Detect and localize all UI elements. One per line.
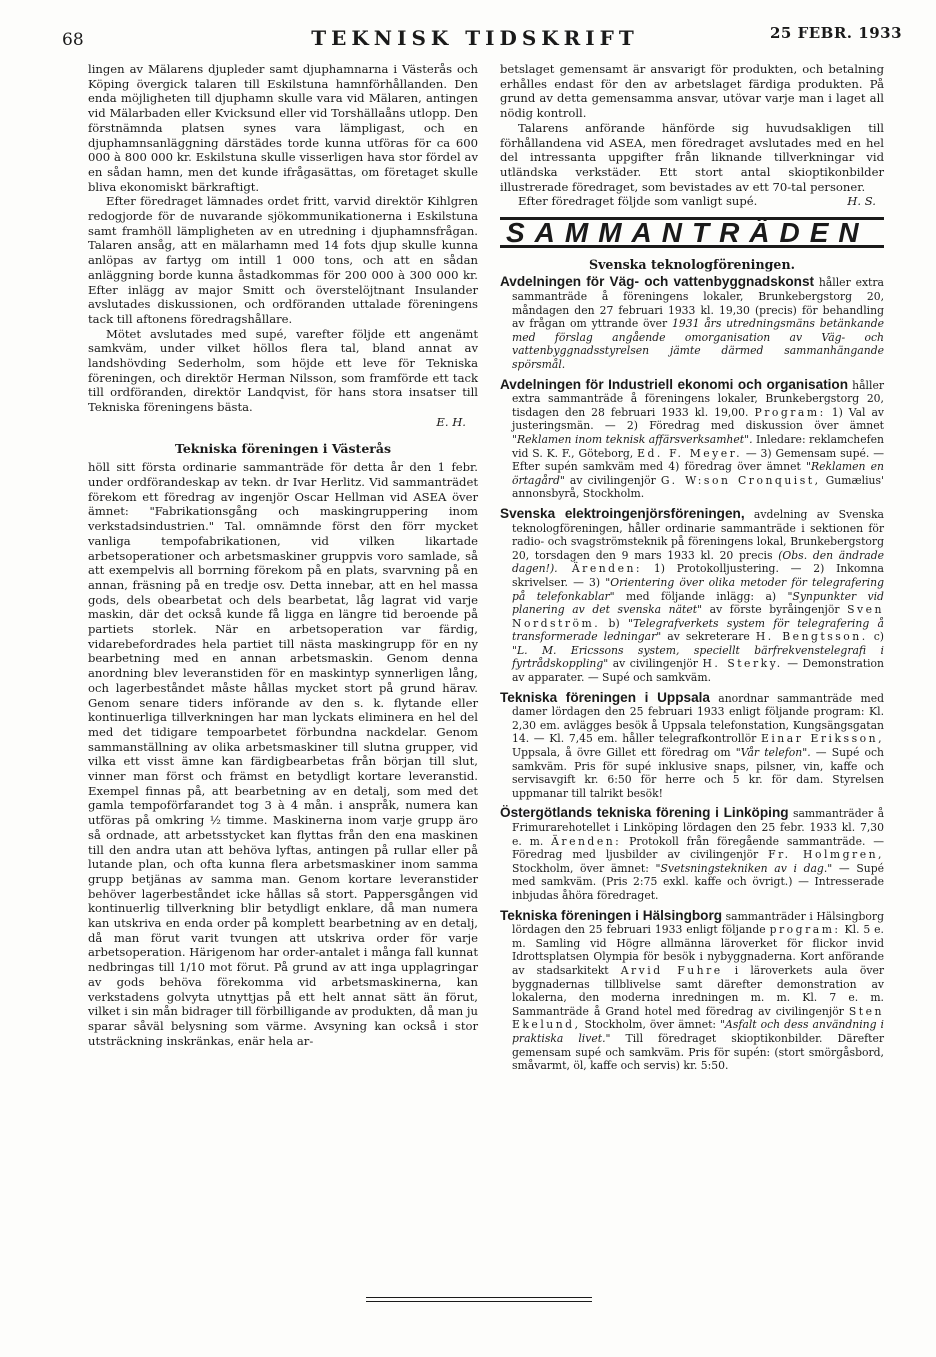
paragraph: Talarens anförande hänförde sig huvudsakligen till förhållandena vid ASEA, men föredraget avslutades med en hel del intressanta uppgifter från liknande tillverkningar vid utländska verkstäder. Ett stort antal skioptikonbilder illustrerade föredraget, som bevistades av ett 70-tal personer. — [500, 120, 884, 194]
running-header — [60, 24, 902, 50]
signature: H. S. — [847, 194, 876, 209]
entry-text: Protokoll från föregående sammanträde. — Föredrag med ljusbilder av civilingenjör — [512, 834, 884, 862]
paragraph: Mötet avslutades med supé, varefter följde ett angenämt samkväm, under vilket höllos flera tal, bland annat av landshövding Sederholm, som höjde ett leve för Tekniska föreningen, och direktör Herman Nilsson, som framförde ett tack till ordföranden, direktör Landqvist, för hans stora insatser till Tekniska föreningens bästa. — [88, 326, 478, 415]
entry-italic: 1931 års utredningsmäns betänkande med förslag angående omorganisation av Väg- och vattenbyggnadsstyrelsen jämte därmed sammanhängande spörsmål. — [512, 317, 884, 371]
issue-date: 25 FEBR. 1933 — [769, 24, 902, 42]
meeting-entry — [500, 507, 884, 685]
entry-spaced: Ärenden: — [551, 834, 622, 848]
entry-text: håller extra sammanträde å föreningens lokaler, Brunkebergstorg 20, tisdagen den 28 februari 1933 kl. 19,00. — [512, 378, 885, 419]
meeting-entry — [500, 275, 884, 371]
entry-spaced: Arvid Fuhre — [620, 963, 723, 977]
entry-text: sammanträder å Frimurarehotellet i Linköping lördagen den 25 febr. 1933 kl. 7,30 e. m. — [512, 807, 885, 848]
entry-heading: Tekniska föreningen i Hälsingborg — [500, 907, 723, 923]
journal-title: TEKNISK TIDSKRIFT — [311, 26, 639, 50]
entry-text: Till föredraget skioptikonbilder. Därefter gemensam supé och samkväm. Pris för supén: (stort smörgåsbord, småvarmt, öl, kaffe och servis) kr. 5:50. — [512, 1031, 885, 1073]
entry-spaced: Sten Ekelund, — [512, 1004, 884, 1032]
paragraph: Efter föredraget lämnades ordet fritt, varvid direktör Kihlgren redogjorde för de nuvarande sjökommunikationerna i Eskilstuna samt framhöll lämpligheten av en utredning i djuphamnsfrågan. Talaren ansåg, att en mälarhamn med 14 fots djup skulle kunna anlöpas av fartyg om intill 1 000 tons, och att en sådan anläggning borde kunna åstadkommas för 200 000 à 300 000 kr. Efter inlägg av major Smitt och överstelöjtnant Insulander avslutades diskussionen, och ordföranden uttalade föreningens tack till aftonens föredragshållare. — [88, 194, 478, 326]
closing-line: Efter föredraget följde som vanligt supé. — [518, 194, 758, 209]
entry-text: av förste byråingenjör — [702, 603, 848, 617]
entry-heading: Avdelningen för Väg- och vattenbyggnadskonst — [500, 274, 815, 290]
entry-italic: "Telegrafverkets system för telegrafering å transformerade ledningar" — [512, 616, 884, 644]
entry-spaced: Sven Nordström. — [512, 603, 884, 630]
paragraph — [500, 194, 884, 209]
entry-text: Stockholm, över ämnet: — [580, 1018, 721, 1032]
entry-heading: Svenska elektroingenjörsföreningen, — [500, 505, 745, 521]
entry-text: håller extra sammanträde å föreningens lokaler, Brunkebergstorg 20, måndagen den 27 februari 1933 kl. 19,30 (precis) för behandling av frågan om yttrande över — [512, 276, 884, 331]
page-number: 68 — [62, 30, 84, 50]
signature: E. H. — [436, 414, 466, 429]
meeting-entry — [500, 909, 884, 1073]
entry-text: Kl. 5 e. m. Samling vid Högre allmänna läroverket för flickor invid Idrottsplatsen Olympia för besök i nybyggnaderna. Kort anförande av stadsarkitekt — [512, 923, 884, 977]
entry-text: sammanträder i Hälsingborg lördagen den 25 februari 1933 enligt följande — [512, 909, 884, 937]
entry-text: av sekreterare — [661, 630, 756, 644]
entry-italic: "Reklamen en örtagård" — [512, 460, 884, 487]
meeting-entry — [500, 378, 884, 501]
entry-italic: "Vår telefon". — [735, 746, 811, 760]
entry-text: — 3) Gemensam supé. — Efter supén samkväm med 4) föredrag över ämnet — [512, 446, 885, 474]
end-rule — [366, 1297, 592, 1298]
entry-spaced: Ärenden: — [557, 562, 643, 576]
entry-text: — Demonstration av apparater. — Supé och samkväm. — [512, 657, 885, 685]
entry-spaced: program: — [769, 923, 841, 937]
entry-text: b) — [600, 616, 628, 630]
meeting-entry — [500, 691, 884, 801]
entry-text: med följande inlägg: a) — [614, 589, 788, 603]
entry-text: — Supé med samkväm. (Pris 2:75 exkl. kaffe och övrigt.) — Intresserade inbjudas åhöra föredraget. — [512, 861, 885, 902]
entry-italic: "Synpunkter vid planering av det svenska nätet" — [512, 589, 884, 617]
entry-spaced: Einar Eriksson, — [760, 732, 884, 746]
entry-spaced: Program: — [754, 405, 826, 419]
entry-heading: Tekniska föreningen i Uppsala — [500, 689, 710, 705]
entry-spaced: Ed. F. Meyer. — [637, 446, 743, 460]
entry-text: i läroverkets aula över byggnadernas tillblivelse samt därefter demonstration av lokalerna, den moderna inredningen m. m. Kl. 7 e. m. Sammanträde å Grand hotel med föredrag av civilingenjör — [512, 963, 884, 1018]
entry-text: Uppsala, å övre Gillet ett föredrag om — [512, 746, 736, 760]
paragraph: betslaget gemensamt är ansvarigt för produkten, och betalning erhålles endast för den av arbetslaget färdiga produkten. På grund av detta gemensamma ansvar, utövar varje man i laget all nödig kontroll. — [500, 62, 884, 121]
entry-spaced: H. Sterky. — [702, 657, 783, 671]
entry-italic: "Asfalt och dess användning i praktiska livet." — [512, 1018, 884, 1045]
entry-heading: Avdelningen för Industriell ekonomi och organisation — [500, 376, 849, 392]
entry-spaced: Fr. Holmgren, — [768, 848, 884, 862]
entry-italic: "Svetsningstekniken av i dag." — [655, 861, 833, 875]
entry-italic: (Obs. den ändrade dagen!). — [512, 548, 884, 576]
entry-spaced: G. W:son Cronquist, — [660, 473, 821, 487]
paragraph: höll sitt första ordinarie sammanträde för detta år den 1 febr. under ordförandeskap av tekn. dr Ivar Herlitz. Vid sammanträdet förekom ett föredrag av ingenjör Oscar Hellman vid ASEA över ämnet: "Fabrikationsgång och maskingruppering inom verkstadsindustrien." Tal. omnämnde först den förr mycket vanliga tempofabrikationen, vid vilken likartade arbetsoperationer och arbetsmaskiner gruppvis voro samlade, så att exempelvis all borrning förekom på en plats, svarvning på en annan, fräsning på en tredje osv. Detta innebar, att en hel massa gods, dels obearbetat och dels bearbetat, låg lagrat vid varje maskin, där det också kunde få ligga en längre tid beroende på partiets storlek. När en arbetsoperation var färdig, vidarebefordrades hela partiet till nästa maskingrupp för en ny bearbetning med en annan arbetsmaskin. Genom denna anordning blev leveranstiden för en maskintyp synnerligen lång, och lagerbeståndet måste hållas mycket stort på grund härav. Genom senare tiders införande av den s. k. flytande eller kontinuerliga tillverkningen har man lyckats eliminera en hel del med det tidigare tempoarbetet förbundna nackdelar. Genom sammanställning av olika arbetsmaskiner till slutna grupper, vid vilka ett visst ämne kan färdigbearbetas från början till slut, vinner man först och främst en betydligt kortare leveranstid. Exempel finnas på, att bearbetning av en detalj, som med det gamla tempoförfarandet tog 3 à 4 mån. i anspråk, numera kan utföras på omkring ½ timme. Maskinerna inom varje grupp äro så ordnade, att arbetsstycket kan flyttas från den ena maskinen till den andra utan att behöva lyftas, antingen på rullar eller på lutande plan, och ofta kunna flera arbetsmaskiner inom samma grupp betjänas av samma man. Genom kortare leveranstider behöver lagerbeståndet icke hållas så stort. Pappersgången vid kontinuerlig tillverkning blir betydligt enklare, då man numera kan utskriva en enda order på komplett bearbetning av en detalj, då man förut varit tvungen att utskriva order för varje arbetsoperation. Härigenom har order-antalet i många fall kunnat nedbringas till 1/10 mot förut. På grund av att inga upplagringar av gods behöva förekomma vid arbetsmaskinerna, kan verkstadens golvyta utnyttjas på ett helt annat sätt än förut, vilket i sin mån bidrager till förbilligande av produkten, då man ju sparar såväl belysning som värme. Avsyning kan också i stor utsträckning inskränkas, enär hela ar- — [88, 460, 478, 1048]
entry-italic: "Orientering över olika metoder för telegrafering på telefonkablar" — [512, 575, 884, 603]
section-banner: SAMMANTRÄDEN — [500, 217, 884, 248]
left-column — [88, 62, 478, 1048]
entry-heading: Östergötlands tekniska förening i Linköping — [500, 805, 789, 821]
entry-text: anordnar sammanträde med damer lördagen den 25 februari 1933 enligt följande program: Kl. 2,30 em. avlägges besök å Uppsala telefonstation, Kungsängsgatan 14. — Kl. 7,45 em. håller telegrafkontrollör — [512, 691, 884, 746]
end-rule — [366, 1301, 592, 1302]
section-title: Tekniska föreningen i Västerås — [174, 440, 391, 456]
org-title: Svenska teknologföreningen. — [589, 256, 795, 272]
entry-text: av civilingenjör — [608, 657, 703, 671]
entry-italic: "Reklamen inom teknisk affärsverksamhet". — [512, 432, 753, 446]
entry-text: avdelning av Svenska teknologföreningen, håller ordinarie sammanträde i sektionen för radio- och svagströmsteknik på föreningens lokal, Brunkebergstorg 20, torsdagen den 9 mars 1933 kl. 20 precis — [512, 507, 884, 562]
entry-text: — Supé och samkväm. Pris för supé inklusive snaps, pilsner, vin, kaffe och servisavgift kr. 6:50 för herre och 5 kr. för dam. Styrelsen uppmanar till talrikt besök! — [512, 746, 884, 800]
right-column — [500, 62, 884, 1079]
entry-text: Inledare: reklamchefen vid S. K. F., Göteborg, — [512, 432, 884, 460]
entry-text: Gumælius' annonsbyrå, Stockholm. — [512, 473, 884, 501]
meeting-entry — [500, 806, 884, 902]
entry-italic: "L. M. Ericssons system, speciellt bärfrekvenstelegrafi i fyrtrådskoppling" — [512, 643, 884, 671]
entry-text: 1) Protokolljustering. — 2) Inkomna skrivelser. — 3) — [512, 562, 884, 589]
entry-text: Stockholm, över ämnet: — [512, 861, 656, 875]
entry-spaced: H. Bengtsson. — [755, 630, 868, 644]
paragraph: lingen av Mälarens djupleder samt djuphamnarna i Västerås och Köping övergick talaren till Eskilstuna hamnförhållanden. Den enda möjligheten till djuphamn skulle vara vid Mälaren, antingen vid Mälarbaden eller Kvicksund eller vid Torshällaåns utlopp. Den förstnämnda platsen synes vara lämpligast, och en djuphamnsanläggning därstädes torde kunna utföras för ca 600 000 à 800 000 kr. Eskilstuna skulle visserligen hava stor fördel av en sådan hamn, men det kunde ifrågasättas, om företaget skulle bliva ekonomiskt bärkraftigt. — [88, 62, 478, 194]
entry-text: c) — [867, 630, 885, 644]
entry-text: 1) Val av justeringsmän. — 2) Föredrag med diskussion över ämnet — [512, 405, 884, 433]
entry-text: av civilingenjör — [564, 473, 661, 487]
